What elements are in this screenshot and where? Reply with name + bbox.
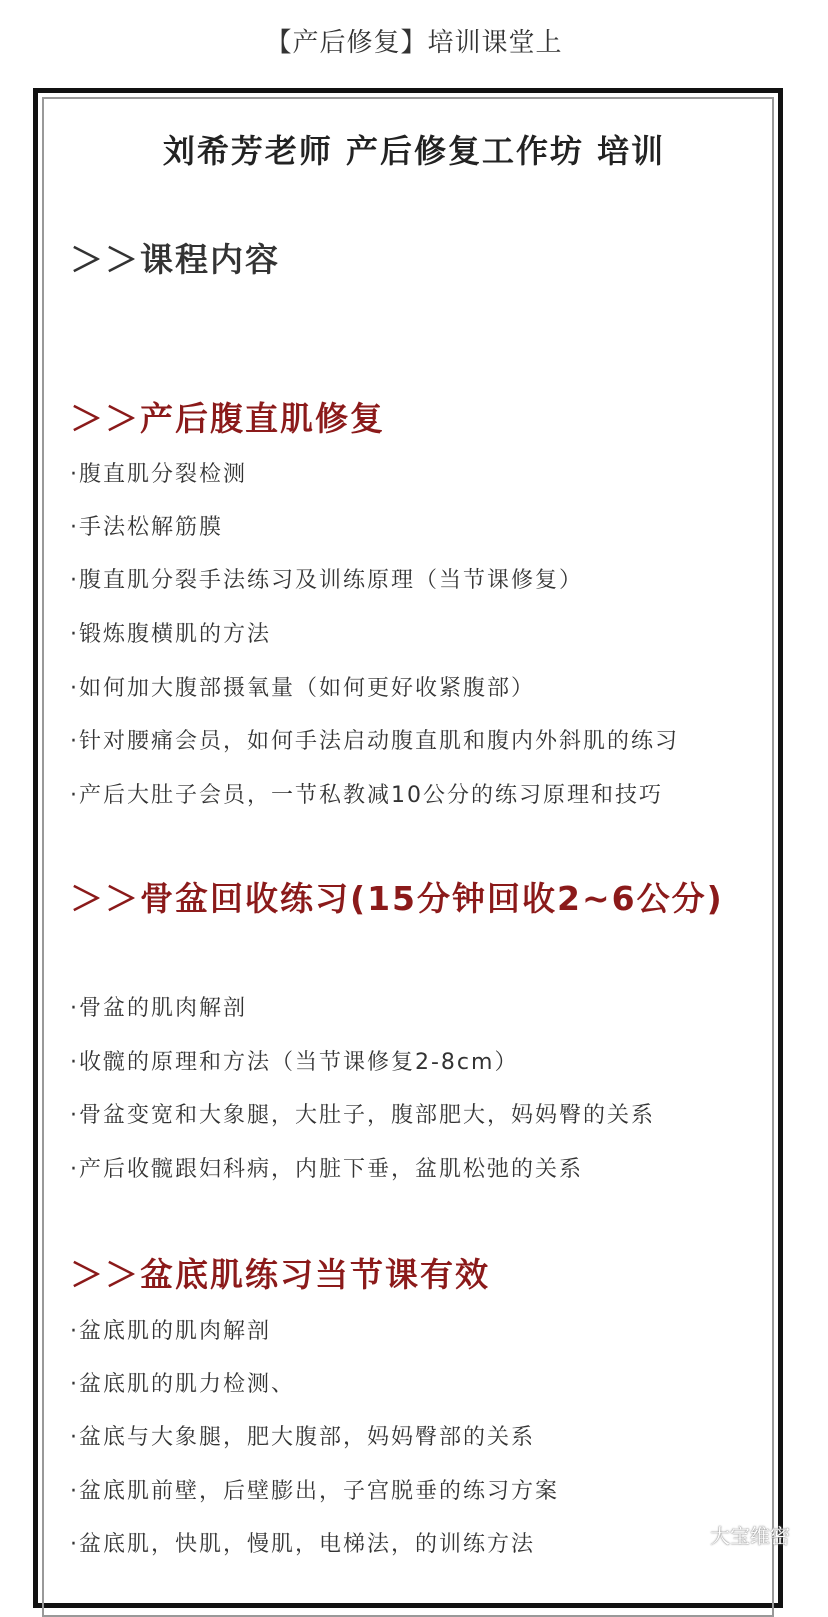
list-item: ·针对腰痛会员，如何手法启动腹直肌和腹内外斜肌的练习 — [70, 729, 679, 754]
watermark-text: 大宝维密 — [710, 1524, 790, 1548]
list-item: ·如何加大腹部摄氧量（如何更好收紧腹部） — [70, 676, 535, 701]
list-item: ·盆底肌，快肌，慢肌，电梯法，的训练方法 — [70, 1532, 535, 1557]
course-content-heading: ＞＞课程内容 — [70, 240, 280, 279]
section-heading-pelvic-floor: ＞＞盆底肌练习当节课有效 — [70, 1255, 490, 1294]
list-item: ·产后大肚子会员，一节私教减10公分的练习原理和技巧 — [70, 783, 663, 808]
list-item: ·产后收髋跟妇科病，内脏下垂，盆肌松弛的关系 — [70, 1157, 583, 1182]
section-heading-pelvis: ＞＞骨盆回收练习(15分钟回收2~6公分) — [70, 879, 724, 918]
list-item: ·盆底与大象腿，肥大腹部，妈妈臀部的关系 — [70, 1425, 535, 1450]
list-item: ·锻炼腹横肌的方法 — [70, 622, 271, 647]
list-item: ·盆底肌的肌肉解剖 — [70, 1319, 271, 1344]
wechat-logo-icon — [676, 1524, 704, 1546]
watermark — [676, 1520, 790, 1549]
list-item: ·骨盆变宽和大象腿，大肚子，腹部肥大，妈妈臀的关系 — [70, 1103, 655, 1128]
list-item: ·骨盆的肌肉解剖 — [70, 996, 247, 1021]
list-item: ·腹直肌分裂手法练习及训练原理（当节课修复） — [70, 568, 583, 593]
page-title: 【产后修复】培训课堂上 — [265, 28, 563, 58]
section-heading-diastasis: ＞＞产后腹直肌修复 — [70, 399, 385, 438]
list-item: ·手法松解筋膜 — [70, 515, 223, 540]
card-title: 刘希芳老师 产后修复工作坊 培训 — [162, 132, 666, 170]
list-item: ·盆底肌前壁，后壁膨出，子宫脱垂的练习方案 — [70, 1479, 559, 1504]
list-item: ·腹直肌分裂检测 — [70, 462, 247, 487]
list-item: ·盆底肌的肌力检测、 — [70, 1372, 295, 1397]
list-item: ·收髋的原理和方法（当节课修复2-8cm） — [70, 1050, 519, 1075]
